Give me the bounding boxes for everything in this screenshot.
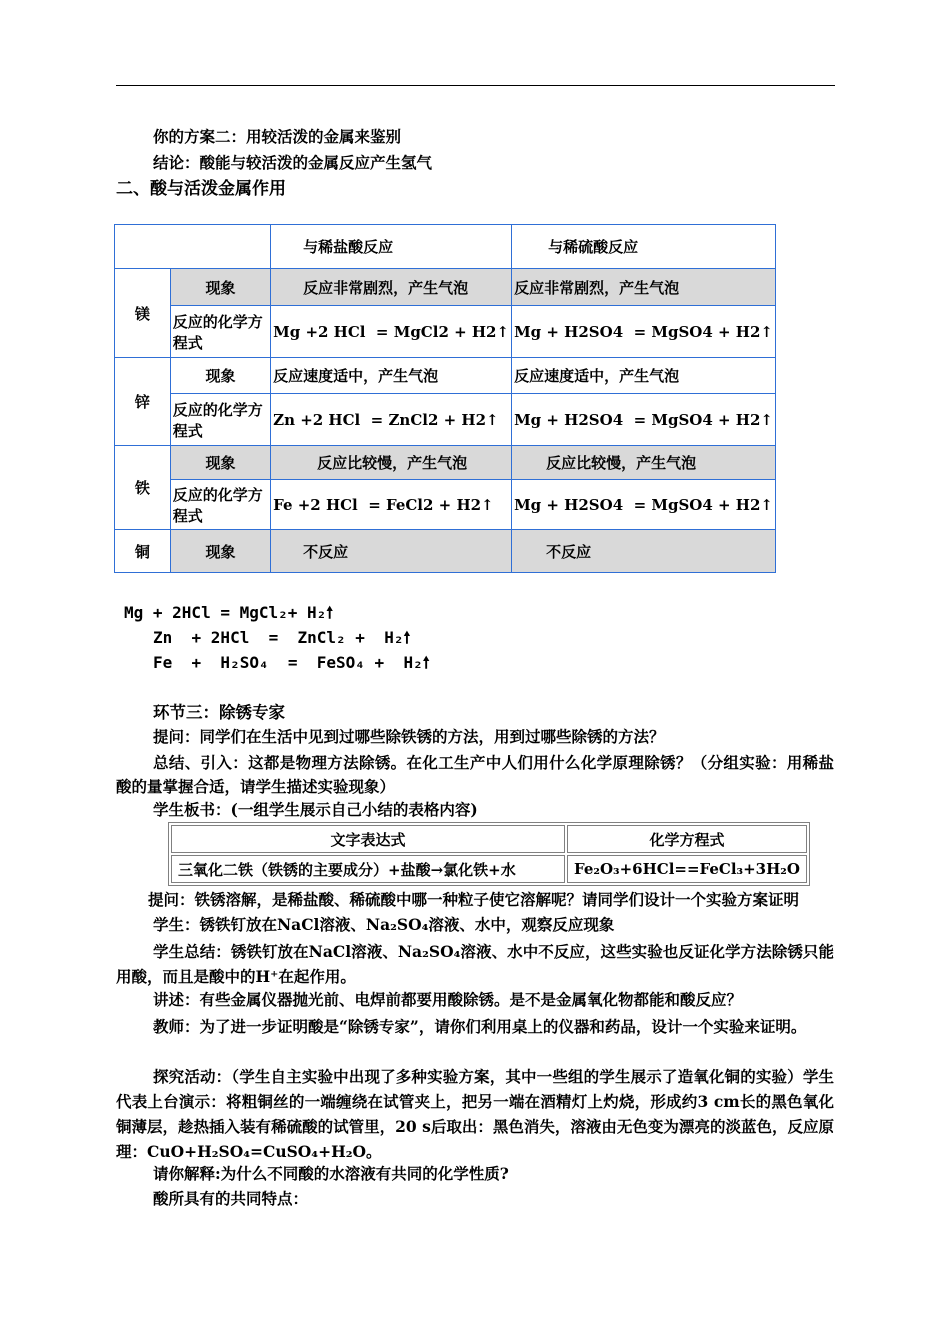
paragraph-lecture: 讲述：有些金属仪器抛光前、电焊前都要用酸除锈。是不是金属氧化物都能和酸反应？ (153, 990, 743, 1009)
equation-fe: Fe + H₂SO₄ = FeSO₄ + H₂🠕 (153, 653, 430, 672)
rust-header-formula: 化学方程式 (567, 825, 807, 853)
section-title: 二、酸与活泼金属作用 (116, 179, 286, 199)
question-1: 提问：同学们在生活中见到过哪些除铁锈的方法，用到过哪些除锈的方法？ (153, 727, 665, 746)
cu-h2so4-phenomenon: 不反应 (512, 530, 776, 573)
header-rule (116, 85, 835, 86)
section3-title: 环节三：除锈专家 (153, 703, 285, 722)
label-phenomenon: 现象 (170, 530, 270, 573)
header-hcl: 与稀盐酸反应 (271, 225, 512, 269)
fe-h2so4-phenomenon: 反应比较慢，产生气泡 (512, 446, 776, 480)
mg-h2so4-phenomenon: 反应非常剧烈，产生气泡 (512, 269, 776, 306)
metal-zn: 锌 (115, 358, 171, 446)
paragraph-student-summary: 学生总结：锈铁钉放在NaCl溶液、Na₂SO₄溶液、水中不反应，这些实验也反证化学方法除锈只能用酸，而且是酸中的H⁺在起作用。 (116, 942, 834, 986)
fe-hcl-phenomenon: 反应比较慢，产生气泡 (271, 446, 512, 480)
fe-h2so4-equation: Mg + H2SO4 = MgSO4 + H2↑ (512, 480, 776, 530)
rust-chemical-equation: Fe₂O₃+6HCl==FeCl₃+3H₂O (567, 855, 807, 883)
zn-hcl-equation: Zn +2 HCl = ZnCl2 + H2↑ (271, 394, 512, 446)
paragraph-question-2: 提问：铁锈溶解，是稀盐酸、稀硫酸中哪一种粒子使它溶解呢？请同学们设计一个实验方案证明 (148, 890, 800, 909)
header-h2so4: 与稀硫酸反应 (512, 225, 776, 269)
intro-line-2: 结论：酸能与较活泼的金属反应产生氢气 (153, 153, 433, 172)
rust-word-equation: 三氧化二铁（铁锈的主要成分）+盐酸→氯化铁+水 (171, 855, 565, 883)
zn-h2so4-equation: Mg + H2SO4 = MgSO4 + H2↑ (512, 394, 776, 446)
metal-mg: 镁 (115, 269, 171, 358)
label-phenomenon: 现象 (170, 446, 270, 480)
label-equation: 反应的化学方程式 (170, 306, 270, 358)
paragraph-activity: 探究活动：（学生自主实验中出现了多种实验方案，其中一些组的学生展示了造氧化铜的实验）学生代表上台演示：将粗铜丝的一端缠绕在试管夹上，把另一端在酒精灯上灼烧，形成约3 cm长的黑色氧化铜薄层，趁热插入装有稀硫酸的试管里，20 s后取出：黑色消失，溶液由无色变为漂亮的淡蓝色，反应原理：CuO+H₂SO₄=CuSO₄+H₂O。 (116, 1067, 834, 1161)
equation-mg: Mg + 2HCl = MgCl₂+ H₂🠕 (124, 603, 334, 622)
label-equation: 反应的化学方程式 (170, 480, 270, 530)
fe-hcl-equation: Fe +2 HCl = FeCl2 + H2↑ (271, 480, 512, 530)
paragraph-student: 学生：锈铁钉放在NaCl溶液、Na₂SO₄溶液、水中，观察反应现象 (153, 915, 615, 934)
zn-hcl-phenomenon: 反应速度适中，产生气泡 (271, 358, 512, 394)
label-phenomenon: 现象 (170, 269, 270, 306)
summary-paragraph: 总结、引入：这都是物理方法除锈。在化工生产中人们用什么化学原理除锈？（分组实验：用稀盐酸的量掌握合适，请学生描述实验现象） (116, 753, 834, 796)
table-corner-cell (115, 225, 271, 269)
board-note: 学生板书：(一组学生展示自己小结的表格内容) (153, 800, 478, 819)
equation-zn: Zn + 2HCl = ZnCl₂ + H₂🠕 (153, 628, 411, 647)
rust-header-word: 文字表达式 (171, 825, 565, 853)
paragraph-teacher: 教师：为了进一步证明酸是“除锈专家”，请你们利用桌上的仪器和药品，设计一个实验来证明。 (153, 1017, 807, 1036)
label-phenomenon: 现象 (170, 358, 270, 394)
rust-table (168, 822, 810, 886)
intro-line-1: 你的方案二：用较活泼的金属来鉴别 (153, 127, 402, 146)
paragraph-common-features: 酸所具有的共同特点： (153, 1189, 309, 1208)
metal-acid-table (114, 224, 776, 573)
metal-cu: 铜 (115, 530, 171, 573)
label-equation: 反应的化学方程式 (170, 394, 270, 446)
mg-hcl-equation: Mg +2 HCl = MgCl2 + H2↑ (271, 306, 512, 358)
mg-hcl-phenomenon: 反应非常剧烈，产生气泡 (271, 269, 512, 306)
metal-fe: 铁 (115, 446, 171, 530)
cu-hcl-phenomenon: 不反应 (271, 530, 512, 573)
mg-h2so4-equation: Mg + H2SO4 = MgSO4 + H2↑ (512, 306, 776, 358)
paragraph-explain: 请你解释:为什么不同酸的水溶液有共同的化学性质? (153, 1164, 509, 1183)
zn-h2so4-phenomenon: 反应速度适中，产生气泡 (512, 358, 776, 394)
